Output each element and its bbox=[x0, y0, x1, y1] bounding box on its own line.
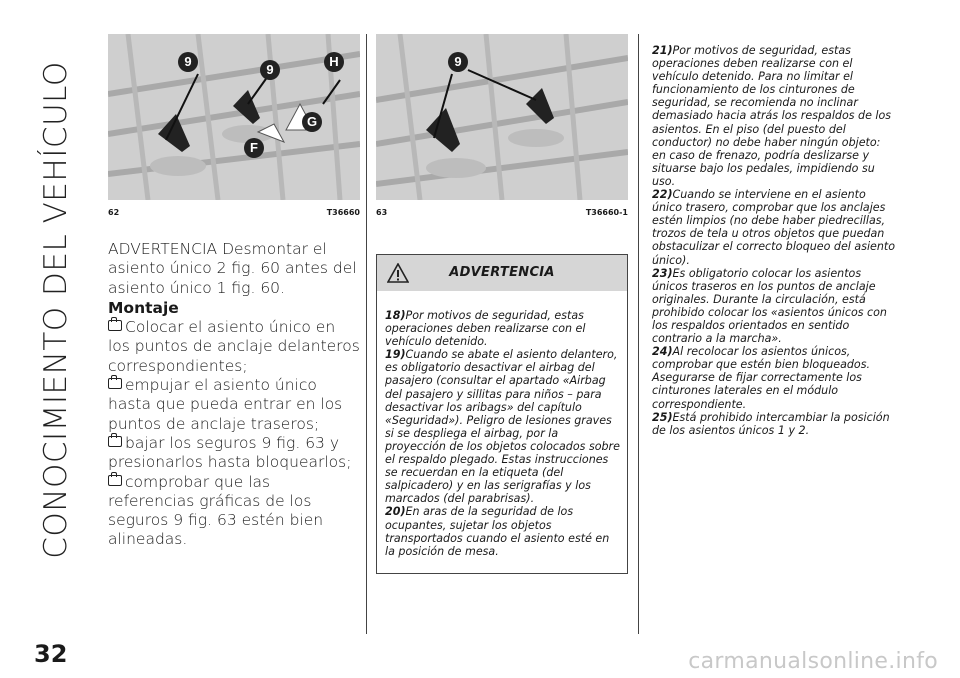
note-number: 24) bbox=[652, 345, 673, 359]
step-bullet-icon bbox=[108, 378, 122, 389]
note-item bbox=[385, 348, 621, 505]
montaje-section bbox=[108, 240, 360, 550]
label-9-badge: 9 bbox=[448, 52, 468, 72]
note-number: 19) bbox=[385, 348, 406, 362]
label-g-badge: G bbox=[302, 112, 322, 132]
warning-title: ADVERTENCIA bbox=[449, 265, 555, 280]
label-h-badge: H bbox=[324, 52, 344, 72]
step-text: comprobar que las referencias gráficas de los seguros 9 fig. 63 estén bien alineadas. bbox=[108, 472, 324, 549]
figure-62-image bbox=[108, 34, 360, 200]
note-text: Por motivos de seguridad, estas operaciones deben realizarse con el vehículo detenido. bbox=[385, 309, 586, 349]
step-text: Colocar el asiento único en los puntos de anclaje delanteros correspondientes; bbox=[108, 318, 360, 375]
step-text: bajar los seguros 9 fig. 63 y presionarlos hasta bloquearlos; bbox=[108, 433, 352, 472]
figure-62-caption bbox=[108, 208, 360, 217]
step-item bbox=[108, 318, 360, 376]
section-heading: Montaje bbox=[108, 298, 179, 317]
label-f-badge: F bbox=[244, 138, 264, 158]
watermark-text: carmanualsonline.info bbox=[688, 649, 938, 674]
note-number: 22) bbox=[652, 188, 673, 202]
step-item bbox=[108, 376, 360, 434]
note-number: 20) bbox=[385, 505, 406, 519]
figure-number: 63 bbox=[376, 208, 388, 217]
figure-63 bbox=[376, 34, 628, 217]
figure-63-caption bbox=[376, 208, 628, 217]
note-item bbox=[652, 188, 896, 267]
step-bullet-icon bbox=[108, 320, 122, 331]
column-divider bbox=[638, 34, 639, 634]
note-text: Cuando se interviene en el asiento único trasero, comprobar que los anclajes estén limpios (no debe haber piedrecillas, trozos de tela u otros objetos que puedan obstaculizar el correcto bloqueo del asiento único). bbox=[652, 188, 896, 267]
figure-63-image bbox=[376, 34, 628, 200]
intro-paragraph: ADVERTENCIA Desmontar el asiento único 2 fig. 60 antes del asiento único 1 fig. 60. bbox=[108, 240, 357, 297]
step-item bbox=[108, 473, 360, 550]
seat-anchors-illustration bbox=[108, 34, 360, 200]
warning-header bbox=[377, 255, 627, 291]
note-item bbox=[652, 345, 896, 410]
warning-box bbox=[376, 254, 628, 574]
seat-latch-illustration bbox=[376, 34, 628, 200]
column-divider bbox=[366, 34, 367, 634]
note-number: 18) bbox=[385, 309, 406, 322]
page-number: 32 bbox=[34, 640, 68, 668]
continued-notes bbox=[652, 44, 896, 437]
step-item bbox=[108, 434, 360, 473]
note-text: Al recolocar los asientos únicos, comprobar que estén bien bloqueados. Asegurarse de fijar correctamente los cinturones laterales en el módulo correspondiente. bbox=[652, 345, 871, 411]
note-item bbox=[652, 267, 896, 346]
figure-code: T36660-1 bbox=[585, 208, 628, 217]
step-text: empujar el asiento único hasta que pueda entrar en los puntos de anclaje traseros; bbox=[108, 376, 343, 433]
label-9-badge: 9 bbox=[260, 60, 280, 80]
note-text: En aras de la seguridad de los ocupantes, sujetar los objetos transportados cuando el asiento esté en la posición de mesa. bbox=[385, 505, 610, 558]
note-item bbox=[652, 44, 896, 188]
note-item bbox=[652, 411, 896, 437]
note-text: Cuando se abate el asiento delantero, es obligatorio desactivar el airbag del pasajero (consultar el apartado «Airbag del pasajero y sillitas para niños – para desactivar los aribags» del capítulo «Seguridad»). Peligro de lesiones graves si se despliega el airbag, por la proyección de los objetos colocados sobre el respaldo plegado. Estas instrucciones se recuerdan en la etiqueta (del salpicadero) y en las serigrafías y los marcados (del parabrisas). bbox=[385, 348, 620, 506]
chapter-title-text: CONOCIMIENTO DEL VEHÍCULO bbox=[38, 61, 75, 559]
note-number: 25) bbox=[652, 410, 673, 424]
step-bullet-icon bbox=[108, 475, 122, 486]
figure-62 bbox=[108, 34, 360, 217]
note-text: Por motivos de seguridad, estas operaciones deben realizarse con el vehículo detenido. Para no limitar el funcionamiento de los cinturones de seguridad, se recomienda no inclinar demasiado hacia atrás los respaldos de los asientos. En el piso (del puesto del conductor) no debe haber ningún objeto: en caso de frenazo, podría deslizarse y situarse bajo los pedales, impidiendo su uso. bbox=[652, 44, 892, 188]
note-item bbox=[385, 309, 621, 348]
chapter-side-title bbox=[34, 30, 78, 590]
note-text: Está prohibido intercambiar la posición de los asientos únicos 1 y 2. bbox=[652, 410, 890, 437]
note-item bbox=[385, 505, 621, 557]
step-bullet-icon bbox=[108, 436, 122, 447]
label-9-badge: 9 bbox=[178, 52, 198, 72]
note-number: 23) bbox=[652, 266, 673, 280]
warning-notes bbox=[385, 309, 621, 558]
figure-code: T36660 bbox=[326, 208, 360, 217]
note-text: Es obligatorio colocar los asientos únicos traseros en los puntos de anclaje originales. Durante la circulación, está prohibido colocar los «asientos únicos con los respaldos orientados en sentido contrario a la marcha». bbox=[652, 266, 887, 346]
figure-number: 62 bbox=[108, 208, 120, 217]
note-number: 21) bbox=[652, 44, 673, 57]
